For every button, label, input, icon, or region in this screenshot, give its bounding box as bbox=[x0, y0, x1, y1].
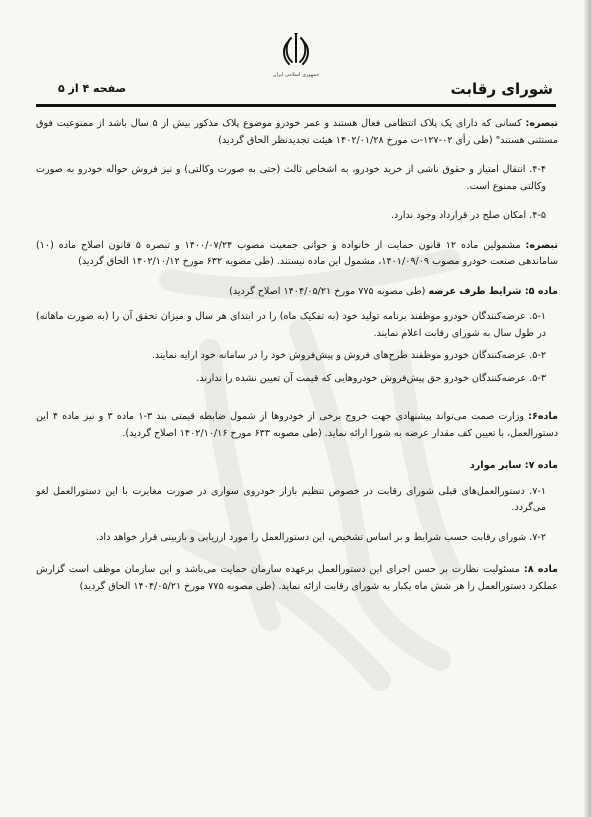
clause-7-2: ۷-۲. شورای رقابت حسب شرایط و بر اساس تشخیص، این دستورالعمل را مورد ارزیابی و بازبینی قرار خواهد داد. bbox=[96, 531, 546, 543]
page-number: صفحه ۴ از ۵ bbox=[58, 82, 127, 95]
article-5-heading bbox=[36, 284, 558, 301]
emblem-caption: جمهوری اسلامی ایران bbox=[272, 72, 320, 78]
note-label: تبصره: bbox=[525, 239, 558, 251]
article-7-heading: ماده ۷: سایر موارد bbox=[469, 460, 558, 471]
header-divider bbox=[36, 104, 556, 107]
article-8-text: مسئولیت نظارت بر حسن اجرای این دستورالعمل برعهده سازمان حمایت می‌باشد و این سازمان موظف است گزارش عملکرد دستورالعمل را هر شش ماه یکبار به شورای رقابت ارائه نماید. (طی مصوبه ۷۷۵ مورخ ۱۴۰۴/۰۵/۲۱ الحاق گردید) bbox=[36, 564, 558, 592]
article-6 bbox=[36, 409, 558, 442]
note-text: مشمولین ماده ۱۲ قانون حمایت از خانواده و جوانی جمعیت مصوب ۱۴۰۰/۰۷/۲۴ و تبصره ۵ قانون اصلاح ماده (۱۰) ساماندهی صنعت خودرو مصوب ۱۴۰۱/۰۹/۰۹، مشمول این ماده نیستند. (طی مصوبه ۶۳۲ مورخ ۱۴۰۲/۱۰/۱۲ الحاق گردید) bbox=[36, 239, 558, 267]
article-5-title: ماده ۵: شرایط طرف عرضه bbox=[428, 285, 558, 297]
page-header bbox=[0, 0, 591, 110]
note-label: تبصره: bbox=[525, 118, 558, 129]
note-text: کسانی که دارای یک پلاک انتظامی فعال هستند و عمر خودرو موضوع پلاک مذکور بیش از ۵ سال باشد از ممنوعیت فوق مستثنی هستند" (طی رأی ۰۲-۱۲۷-ت مورخ ۱۴۰۲/۰۱/۲۸ هیئت تجدیدنظر الحاق گردید) bbox=[36, 118, 558, 146]
clause-4-4: ۴-۴. انتقال امتیاز و حقوق ناشی از خرید خودرو، به اشخاص ثالث (حتی به صورت وکالتی) و نیز فروش حواله خودرو به صورت وکالتی ممنوع است. bbox=[36, 164, 546, 192]
clause-5-2: ۵-۲. عرضه‌کنندگان خودرو موظفند طرح‌های فروش و پیش‌فروش خود را در سامانه خود ارایه نمایند. bbox=[151, 350, 546, 361]
council-title: شورای رقابت bbox=[450, 80, 553, 98]
clause-5-1: ۵-۱. عرضه‌کنندگان خودرو موظفند برنامه تولید خود (به تفکیک ماه) را در ابتدای هر سال و میزان تحقق آن را (به صورت ماهانه) در طول سال به شورای رقابت اعلام نمایند. bbox=[36, 311, 546, 339]
note-paragraph-1 bbox=[36, 116, 558, 149]
article-6-label: ماده۶: bbox=[528, 411, 558, 422]
article-5-amendment: (طی مصوبه ۷۷۵ مورخ ۱۴۰۴/۰۵/۲۱ اصلاح گردید) bbox=[229, 285, 429, 297]
note-paragraph-2 bbox=[36, 238, 558, 271]
article-8-label: ماده ۸: bbox=[523, 564, 558, 575]
iran-emblem-icon bbox=[281, 32, 311, 68]
document-body bbox=[36, 116, 558, 601]
clause-4-5: ۴-۵. امکان صلح در قرارداد وجود ندارد. bbox=[390, 210, 546, 221]
article-6-text: وزارت صمت می‌تواند پیشنهادی جهت خروج برخی از خودروها از شمول ضابطه قیمتی بند ۳-۱ ماده ۳ و نیز ماده ۴ این دستورالعمل، با تعیین کف مقدار عرضه به شورا ارائه نماید. (طی مصوبه ۶۳۳ مورخ ۱۴۰۲/۱۰/۱۶ اصلاح گردید). bbox=[36, 411, 558, 439]
clause-7-1: ۷-۱. دستورالعمل‌های قبلی شورای رقابت در خصوص تنظیم بازار خودروی سواری در صورت مغایرت با این دستورالعمل لغو می‌گردد. bbox=[36, 485, 546, 513]
page-edge-shadow bbox=[583, 0, 591, 817]
clause-5-3: ۵-۳. عرضه‌کنندگان خودرو حق پیش‌فروش خودروهایی که قیمت آن تعیین نشده را ندارند. bbox=[196, 372, 546, 384]
article-8 bbox=[36, 562, 558, 595]
